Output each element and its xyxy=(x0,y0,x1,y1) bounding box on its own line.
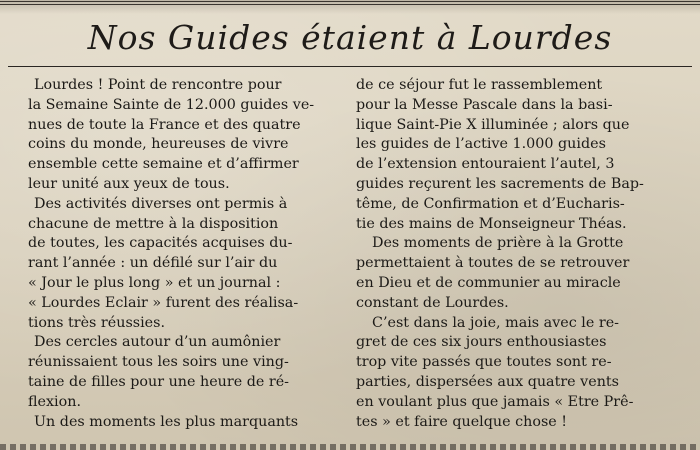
text-line: trop vite passés que toutes sont re- xyxy=(356,354,612,371)
text-line: de l’extension entouraient l’autel, 3 xyxy=(356,156,615,173)
text-line: tie des mains de Monseigneur Théas. xyxy=(356,215,627,232)
title-underline-rule xyxy=(8,66,692,67)
text-line: gret de ces six jours enthousiastes xyxy=(356,334,607,351)
text-line: chacune de mettre à la disposition xyxy=(28,215,279,232)
top-double-rule xyxy=(0,1,700,5)
text-line: coins du monde, heureuses de vivre xyxy=(28,136,289,153)
text-line: C’est dans la joie, mais avec le re- xyxy=(372,314,619,331)
left-column xyxy=(28,76,346,432)
text-line: pour la Messe Pascale dans la basi- xyxy=(356,96,613,113)
text-line: constant de Lourdes. xyxy=(356,294,509,311)
next-article-edge xyxy=(0,444,700,450)
text-line: leur unité aux yeux de tous. xyxy=(28,175,230,192)
text-line: ensemble cette semaine et d’affirmer xyxy=(28,156,299,173)
text-line: la Semaine Sainte de 12.000 guides ve- xyxy=(28,96,315,113)
text-line: en voulant plus que jamais « Etre Prê- xyxy=(356,393,634,410)
text-line: nues de toute la France et des quatre xyxy=(28,116,301,133)
text-line: « Lourdes Eclair » furent des réalisa- xyxy=(28,294,299,311)
article-title: Nos Guides étaient à Lourdes xyxy=(87,18,613,57)
text-line: Un des moments les plus marquants xyxy=(34,413,299,430)
text-line: de ce séjour fut le rassemblement xyxy=(356,77,603,93)
text-line: les guides de l’active 1.000 guides xyxy=(356,136,606,153)
text-line: permettaient à toutes de se retrouver xyxy=(356,255,630,272)
text-line: parties, dispersées aux quatre vents xyxy=(356,373,619,390)
text-line: en Dieu et de communier au miracle xyxy=(356,274,621,291)
text-line: guides reçurent les sacrements de Bap- xyxy=(356,175,644,192)
text-line: Lourdes ! Point de rencontre pour xyxy=(34,77,282,93)
text-line: flexion. xyxy=(28,393,81,410)
text-line: Des cercles autour d’un aumônier xyxy=(34,334,281,351)
text-line: tions très réussies. xyxy=(28,314,166,331)
text-line: rant l’année : un défilé sur l’air du xyxy=(28,255,278,272)
text-line: tême, de Confirmation et d’Eucharis- xyxy=(356,195,625,212)
text-line: tes » et faire quelque chose ! xyxy=(356,413,568,430)
right-column xyxy=(356,76,674,432)
text-line: Des moments de prière à la Grotte xyxy=(372,235,624,252)
text-line: réunissaient tous les soirs une ving- xyxy=(28,354,289,371)
text-line: « Jour le plus long » et un journal : xyxy=(28,274,281,291)
text-line: taine de filles pour une heure de ré- xyxy=(28,373,290,390)
text-line: de toutes, les capacités acquises du- xyxy=(28,235,293,252)
text-line: Des activités diverses ont permis à xyxy=(34,195,288,212)
text-line: lique Saint-Pie X illuminée ; alors que xyxy=(356,116,630,133)
